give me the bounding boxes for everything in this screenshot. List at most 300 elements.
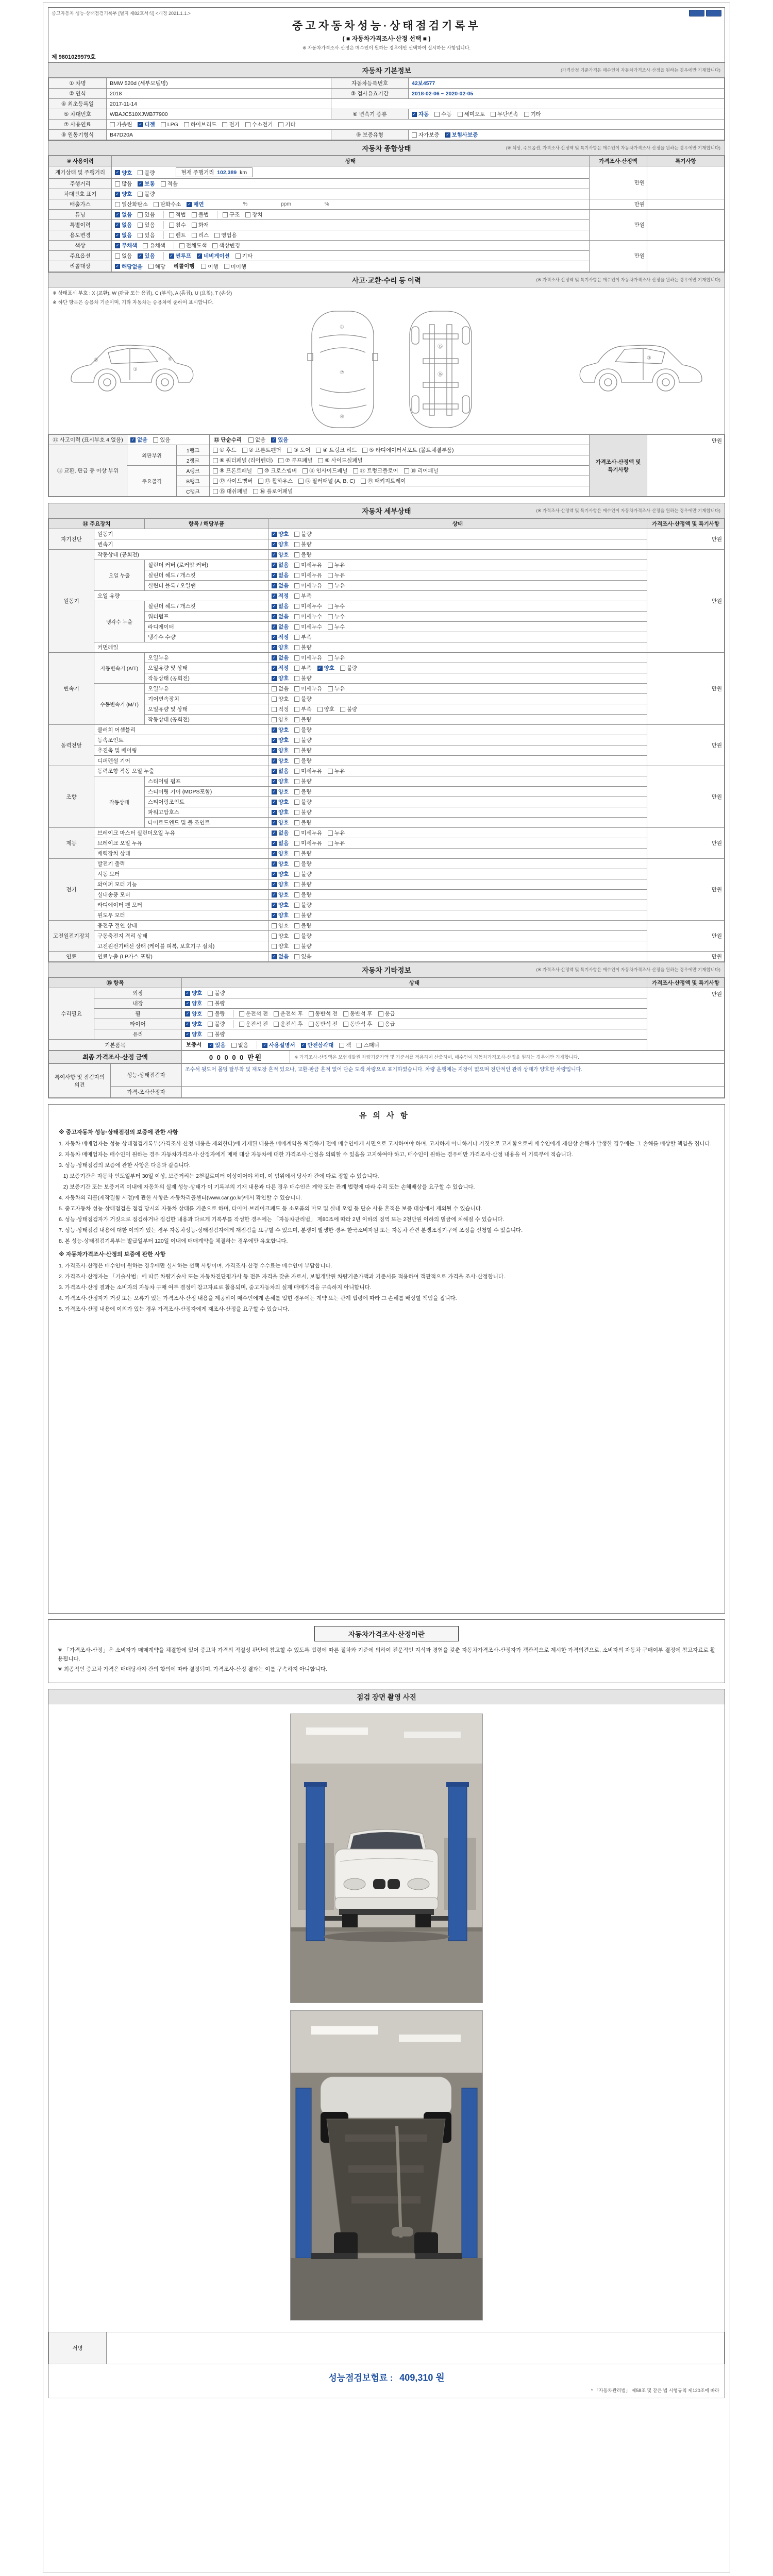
table-row <box>49 756 725 766</box>
checkbox-양호[interactable]: ✓ 양호 <box>272 819 289 826</box>
rank2-label: 2랭크 <box>177 455 210 466</box>
checkbox-운전석 후[interactable]: 운전석 후 <box>274 1010 303 1018</box>
checkbox-불량[interactable]: 불량 <box>208 999 225 1007</box>
checkbox-없음[interactable]: ✓ 없음 <box>272 829 289 837</box>
svg-text:⑥: ⑥ <box>168 356 173 362</box>
checkbox-불량[interactable]: 불량 <box>294 716 311 723</box>
manwon-label: 만원 <box>711 598 722 605</box>
checkbox-양호[interactable]: ✓ 양호 <box>185 989 202 997</box>
checkbox-⑪ 인사이드패널[interactable]: ⑪ 인사이드패널 <box>303 467 347 474</box>
checkbox-⑬ 휠하우스[interactable]: ⑬ 휠하우스 <box>258 477 293 485</box>
checkbox-응급[interactable]: 응급 <box>378 1010 395 1018</box>
checkbox-⑫ 사이드멤버[interactable]: ⑫ 사이드멤버 <box>213 477 253 485</box>
checkbox-있음[interactable]: ✓ 있음 <box>271 436 288 444</box>
checkbox-불량[interactable]: 불량 <box>294 891 311 899</box>
device-fuel: 연료 <box>49 952 94 962</box>
checkbox-영업용[interactable]: 영업용 <box>214 231 237 239</box>
checkbox-미세누유[interactable]: 미세누유 <box>294 829 322 837</box>
checkbox-불량[interactable]: 불량 <box>294 901 311 909</box>
checkbox-없음[interactable]: ✓ 없음 <box>115 231 132 239</box>
checkbox-미세누유[interactable]: 미세누유 <box>294 571 322 579</box>
checkbox-LPG[interactable]: LPG <box>161 122 178 128</box>
checkbox-양호[interactable]: ✓ 양호 <box>272 798 289 806</box>
final-price-table <box>48 1050 725 1063</box>
checkbox-양호[interactable]: ✓ 양호 <box>272 788 289 795</box>
checkbox-⑤ 라디에이터서포트 (볼트체결부품)[interactable]: ⑤ 라디에이터서포트 (볼트체결부품) <box>362 446 453 454</box>
checkbox-양호[interactable]: ✓ 양호 <box>185 999 202 1007</box>
checkbox-양호[interactable]: ✓ 양호 <box>272 880 289 888</box>
subgroup-oil-leak: 오일 누출 <box>94 560 145 591</box>
checkbox-양호[interactable]: ✓ 양호 <box>272 757 289 765</box>
item-label: 기어변속장치 <box>145 694 268 704</box>
table-row <box>49 199 725 210</box>
checkbox-불량[interactable]: 불량 <box>294 850 311 857</box>
table-row <box>49 539 725 550</box>
notice-head-2: ※ 자동차가격조사·산정의 보증에 관한 사항 <box>59 1251 166 1258</box>
checkbox-⑮ 대쉬패널[interactable]: ⑮ 대쉬패널 <box>213 487 247 495</box>
vin-mark-label: 차대번호 표기 <box>49 189 112 199</box>
checkbox-불량[interactable]: 불량 <box>294 911 311 919</box>
checkbox-미세누수[interactable]: 미세누수 <box>294 613 322 620</box>
checkbox-불법[interactable]: 불법 <box>192 211 209 218</box>
checkbox-없음[interactable]: ✓ 없음 <box>272 613 289 620</box>
checkbox-기타[interactable]: 기타 <box>524 110 541 118</box>
checkbox-동반석 전[interactable]: 동반석 전 <box>309 1020 338 1028</box>
checkbox-미세누유[interactable]: 미세누유 <box>294 767 322 775</box>
checkbox-없음[interactable]: 없음 <box>272 685 289 692</box>
item-label: 작동상태 (공회전) <box>145 673 268 684</box>
checkbox-썬루프[interactable]: ✓ 썬루프 <box>169 252 191 260</box>
tuning-kind-checks <box>217 211 268 218</box>
checkbox-불량[interactable]: 불량 <box>294 736 311 744</box>
checkbox-전체도색[interactable]: 전체도색 <box>179 242 207 249</box>
checkbox-불량[interactable]: 불량 <box>208 1030 225 1038</box>
car-name-value: BMW 520d (세부모델명) <box>107 78 331 89</box>
checkbox-양호[interactable]: ✓ 양호 <box>115 190 132 198</box>
checkbox-양호[interactable]: 양호 <box>272 932 289 940</box>
color-state <box>112 241 590 251</box>
checkbox-불량[interactable]: 불량 <box>294 922 311 929</box>
checkbox-누수[interactable]: 누수 <box>328 623 345 631</box>
checkbox-있음[interactable]: 있음 <box>138 221 155 229</box>
checkbox-적음[interactable]: 적음 <box>161 180 178 188</box>
checkbox-불량[interactable]: 불량 <box>294 551 311 558</box>
checkbox-누유[interactable]: 누유 <box>328 561 345 569</box>
item-checks <box>268 560 647 570</box>
odometer-unit: km <box>240 170 247 176</box>
checkbox-사용설명서[interactable]: ✓ 사용설명서 <box>262 1041 295 1049</box>
checkbox-있음[interactable]: 있음 <box>153 436 170 444</box>
checkbox-없음[interactable]: ✓ 없음 <box>272 839 289 847</box>
item-label: 파워고압호스 <box>145 807 268 818</box>
checkbox-네비게이션[interactable]: ✓ 네비게이션 <box>197 252 230 260</box>
checkbox-적정[interactable]: ✓ 적정 <box>272 664 289 672</box>
checkbox-없음[interactable]: ✓ 없음 <box>272 953 289 960</box>
checkbox-동반석 후[interactable]: 동반석 후 <box>343 1020 373 1028</box>
notice-item: 6. 성능·상태점검자가 거짓으로 점검하거나 점검한 내용과 다르게 기록부를 작성한 경우에는 「자동차관리법」 제80조에 따라 2년 이하의 징역 또는 2천만원 이하의 벌금에 처해질 수 있습니다. <box>59 1216 505 1223</box>
item-checks <box>268 745 647 756</box>
checkbox-이행[interactable]: 이행 <box>201 263 218 270</box>
checkbox-누수[interactable]: 누수 <box>328 613 345 620</box>
checkbox-누수[interactable]: 누수 <box>328 602 345 610</box>
checkbox-없음[interactable]: ✓ 없음 <box>272 623 289 631</box>
checkbox-양호[interactable]: ✓ 양호 <box>272 643 289 651</box>
checkbox-② 프론트펜더[interactable]: ② 프론트펜더 <box>242 446 281 454</box>
checkbox-불량[interactable]: 불량 <box>294 860 311 868</box>
checkbox-적정[interactable]: ✓ 적정 <box>272 592 289 600</box>
item-checks <box>268 879 647 890</box>
checkbox-양호[interactable]: ✓ 양호 <box>272 808 289 816</box>
usage-label: 용도변경 <box>49 230 112 241</box>
option-state <box>112 251 590 261</box>
checkbox-운전석 후[interactable]: 운전석 후 <box>274 1020 303 1028</box>
checkbox-양호[interactable]: ✓ 양호 <box>272 540 289 548</box>
checkbox-미세누수[interactable]: 미세누수 <box>294 623 322 631</box>
checkbox-부족[interactable]: 부족 <box>294 592 311 600</box>
item-label: 실린더 커버 (로커암 커버) <box>145 560 268 570</box>
checkbox-불량[interactable]: 불량 <box>138 190 155 198</box>
rankA-parts <box>210 466 590 476</box>
checkbox-수동[interactable]: 수동 <box>434 110 451 118</box>
checkbox-⑨ 프론트패널[interactable]: ⑨ 프론트패널 <box>213 467 252 474</box>
checkbox-⑲ 패키지트레이[interactable]: ⑲ 패키지트레이 <box>361 477 406 485</box>
rankB-label: B랭크 <box>177 476 210 486</box>
checkbox-적정[interactable]: ✓ 적정 <box>272 633 289 641</box>
checkbox-없음[interactable]: ✓ 없음 <box>115 211 132 218</box>
checkbox-누유[interactable]: 누유 <box>328 654 345 662</box>
checkbox-렌트[interactable]: 렌트 <box>169 231 186 239</box>
checkbox-⑦ 루프패널[interactable]: ⑦ 루프패널 <box>278 456 312 464</box>
special-state <box>112 220 590 230</box>
checkbox-없음[interactable]: ✓ 없음 <box>272 654 289 662</box>
checkbox-없음[interactable]: 없음 <box>115 252 132 260</box>
rankB-parts <box>210 476 590 486</box>
checkbox-기타[interactable]: 기타 <box>278 121 295 128</box>
checkbox-불량[interactable]: 불량 <box>294 808 311 816</box>
recall-state <box>112 261 590 272</box>
checkbox-⑩ 크로스멤버[interactable]: ⑩ 크로스멤버 <box>258 467 297 474</box>
checkbox-부족[interactable]: 부족 <box>294 705 311 713</box>
checkbox-불량[interactable]: 불량 <box>294 674 311 682</box>
checkbox-⑯ 플로어패널[interactable]: ⑯ 플로어패널 <box>253 487 293 495</box>
checkbox-무채색[interactable]: ✓ 무채색 <box>115 242 137 249</box>
checkbox-누유[interactable]: 누유 <box>328 571 345 579</box>
checkbox-양호[interactable]: ✓ 양호 <box>272 870 289 878</box>
checkbox-없음[interactable]: 없음 <box>248 436 265 444</box>
checkbox-불량[interactable]: 불량 <box>294 880 311 888</box>
checkbox-⑧ 사이드실패널[interactable]: ⑧ 사이드실패널 <box>318 456 362 464</box>
checkbox-양호[interactable]: ✓ 양호 <box>272 891 289 899</box>
document-number: 제 9801029979호 <box>52 54 96 60</box>
checkbox-색상변경[interactable]: 색상변경 <box>212 242 240 249</box>
checkbox-양호[interactable]: 양호 <box>272 942 289 950</box>
signature-table <box>48 2332 725 2364</box>
checkbox-양호[interactable]: ✓ 양호 <box>272 901 289 909</box>
table-header-row <box>49 978 725 988</box>
tuning-legal-checks <box>163 211 215 218</box>
checkbox-유채색[interactable]: 유채색 <box>143 242 165 249</box>
checkbox-불량[interactable]: 불량 <box>208 1020 225 1028</box>
emission-label: 배출가스 <box>49 199 112 210</box>
checkbox-양호[interactable]: ✓ 양호 <box>185 1010 202 1018</box>
appraiser-label: 가격·조사산정자 <box>111 1087 182 1098</box>
checkbox-불량[interactable]: 불량 <box>294 942 311 950</box>
checkbox-불량[interactable]: 불량 <box>294 643 311 651</box>
checkbox-양호[interactable]: 양호 <box>272 716 289 723</box>
checkbox-양호[interactable]: ✓ 양호 <box>272 736 289 744</box>
table-row <box>49 612 725 622</box>
checkbox-보험사보증[interactable]: ✓ 보험사보증 <box>445 131 478 139</box>
notice-item: 7. 성능·상태점검 내용에 대한 이의가 있는 경우 자동차성능·상태점검자에게 재점검을 요구할 수 있으며, 분쟁이 발생한 경우 한국소비자원 또는 자동차 관련 분쟁조정기구에 조정을 신청할 수 있습니다. <box>59 1227 523 1233</box>
table-row <box>49 818 725 828</box>
meter-state <box>112 166 590 179</box>
price-cell <box>647 766 725 828</box>
checkbox-적법[interactable]: 적법 <box>169 211 186 218</box>
checkbox-미이행[interactable]: 미이행 <box>224 263 246 270</box>
note-cell <box>647 210 725 241</box>
checkbox-불량[interactable]: 불량 <box>208 989 225 997</box>
checkbox-누유[interactable]: 누유 <box>328 582 345 589</box>
checkbox-양호[interactable]: 양호 <box>272 922 289 929</box>
item-label: 타이어 <box>94 1019 182 1029</box>
checkbox-양호[interactable]: ✓ 양호 <box>272 860 289 868</box>
checkbox-양호[interactable]: ✓ 양호 <box>272 850 289 857</box>
checkbox-양호[interactable]: ✓ 양호 <box>272 551 289 558</box>
notice-item: 2. 자동차 매매업자는 매수인이 원하는 경우 자동차가격조사·산정자에게 매매 대상 자동차에 대한 가격조사·산정을 의뢰할 수 있음을 고지하여야 하고, 매수인이 원하는 경우에만 가격조사·산정 내용을 이 기록부에 적습니다. <box>59 1151 573 1158</box>
checkbox-세미오토[interactable]: 세미오토 <box>458 110 485 118</box>
emission-state <box>112 199 590 210</box>
table-header-row <box>49 156 725 166</box>
checkbox-있음[interactable]: 있음 <box>294 953 311 960</box>
checkbox-누유[interactable]: 누유 <box>328 829 345 837</box>
checkbox-불량[interactable]: 불량 <box>294 819 311 826</box>
checkbox-불량[interactable]: 불량 <box>294 726 311 734</box>
checkbox-잭[interactable]: 잭 <box>339 1041 351 1049</box>
checkbox-양호[interactable]: ✓ 양호 <box>185 1030 202 1038</box>
checkbox-수소전기[interactable]: 수소전기 <box>245 121 273 128</box>
item-checks <box>268 539 647 550</box>
item-label: 실내송풍 모터 <box>94 890 268 900</box>
table-row <box>49 434 725 445</box>
item-checks <box>268 807 647 818</box>
table-row <box>49 859 725 869</box>
table-row <box>49 952 725 962</box>
checkbox-일산화탄소[interactable]: 일산화탄소 <box>115 200 148 208</box>
table-row <box>49 931 725 941</box>
item-label: 외장 <box>94 988 182 998</box>
table-row <box>49 1029 725 1040</box>
checkbox-불량[interactable]: 불량 <box>294 777 311 785</box>
price-cell <box>590 199 647 210</box>
checkbox-화재[interactable]: 화재 <box>192 221 209 229</box>
special-label: 특별이력 <box>49 220 112 230</box>
checkbox-기타[interactable]: 기타 <box>236 252 253 260</box>
summary-title: 자동차 종합상태 <box>362 145 411 152</box>
checkbox-없음[interactable]: ✓ 없음 <box>272 561 289 569</box>
item-label: 실린더 헤드 / 개스킷 <box>145 601 268 612</box>
detail-note: (※ 가격조사·산정액 및 특기사항은 매수인이 자동차가격조사·산정을 원하는 경우에만 기재합니다) <box>536 508 720 514</box>
usage-sub-checks <box>163 231 243 239</box>
checkbox-미세누유[interactable]: 미세누유 <box>294 561 322 569</box>
title-block <box>48 18 725 51</box>
checkbox-양호[interactable]: 양호 <box>272 695 289 703</box>
checkbox-탄화수소[interactable]: 탄화수소 <box>154 200 181 208</box>
checkbox-누유[interactable]: 누유 <box>328 685 345 692</box>
checkbox-미세누유[interactable]: 미세누유 <box>294 654 322 662</box>
checkbox-미세누유[interactable]: 미세누유 <box>294 685 322 692</box>
checkbox-미세누유[interactable]: 미세누유 <box>294 839 322 847</box>
checkbox-없음[interactable]: ✓ 없음 <box>272 767 289 775</box>
checkbox-미세누유[interactable]: 미세누유 <box>294 582 322 589</box>
checkbox-구조[interactable]: 구조 <box>223 211 240 218</box>
table-row <box>49 78 725 89</box>
table-row <box>49 642 725 653</box>
photos-bar <box>48 1689 725 1704</box>
basic-info-bar <box>48 62 725 78</box>
checkbox-⑥ 쿼터패널 (리어펜더)[interactable]: ⑥ 쿼터패널 (리어펜더) <box>213 456 273 464</box>
checkbox-매연[interactable]: ✓ 매연 <box>187 200 204 208</box>
checkbox-보통[interactable]: ✓ 보통 <box>138 180 155 188</box>
checkbox-누유[interactable]: 누유 <box>328 839 345 847</box>
checkbox-불량[interactable]: 불량 <box>138 169 155 177</box>
checkbox-⑱ 리어패널[interactable]: ⑱ 리어패널 <box>404 467 439 474</box>
table-row <box>49 1087 725 1098</box>
checkbox-양호[interactable]: ✓ 양호 <box>272 911 289 919</box>
item-checks <box>268 890 647 900</box>
checkbox-불량[interactable]: 불량 <box>294 788 311 795</box>
manwon-label: 만원 <box>634 222 645 228</box>
checkbox-양호[interactable]: ✓ 양호 <box>272 530 289 538</box>
checkbox-있음[interactable]: ✓ 있음 <box>208 1041 225 1049</box>
checkbox-응급[interactable]: 응급 <box>378 1020 395 1028</box>
checkbox-하이브리드[interactable]: 하이브리드 <box>184 121 217 128</box>
checkbox-부족[interactable]: 부족 <box>294 664 311 672</box>
checkbox-불량[interactable]: 불량 <box>294 530 311 538</box>
subgroup-at: 자동변속기 (A/T) <box>94 653 145 684</box>
item-label: 원동기 <box>94 529 268 539</box>
checkbox-있음[interactable]: 있음 <box>138 211 155 218</box>
inspection-photo-underbody <box>290 2010 483 2320</box>
checkbox-장치[interactable]: 장치 <box>245 211 262 218</box>
checkbox-불량[interactable]: 불량 <box>340 664 357 672</box>
inspection-label: ③ 검사유효기간 <box>331 89 409 99</box>
checkbox-없음[interactable]: ✓ 없음 <box>115 221 132 229</box>
checkbox-없음[interactable]: ✓ 없음 <box>272 602 289 610</box>
checkbox-누유[interactable]: 누유 <box>328 767 345 775</box>
svg-text:①: ① <box>340 324 344 330</box>
table-row <box>49 120 725 130</box>
checkbox-미세누수[interactable]: 미세누수 <box>294 602 322 610</box>
checkbox-① 후드[interactable]: ① 후드 <box>213 446 237 454</box>
checkbox-안전삼각대[interactable]: ✓ 안전삼각대 <box>301 1041 334 1049</box>
checkbox-불량[interactable]: 불량 <box>294 695 311 703</box>
color-sub-checks <box>174 242 246 249</box>
price-cell <box>590 210 647 241</box>
reg-no-value: 42보4577 <box>409 78 725 89</box>
checkbox-양호[interactable]: ✓ 양호 <box>272 747 289 754</box>
checkbox-양호[interactable]: ✓ 양호 <box>272 674 289 682</box>
checkbox-불량[interactable]: 불량 <box>294 870 311 878</box>
checkbox-없음[interactable]: ✓ 없음 <box>272 571 289 579</box>
checkbox-디젤[interactable]: ✓ 디젤 <box>138 121 155 128</box>
photo-front-on-lift <box>291 1714 482 2003</box>
manwon-label: 만원 <box>711 437 722 444</box>
checkbox-동반석 후[interactable]: 동반석 후 <box>343 1010 373 1018</box>
checkbox-양호[interactable]: ✓ 양호 <box>317 664 334 672</box>
checkbox-있음[interactable]: 있음 <box>138 231 155 239</box>
checkbox-④ 트렁크 리드[interactable]: ④ 트렁크 리드 <box>316 446 357 454</box>
item-checks <box>268 529 647 539</box>
checkbox-불량[interactable]: 불량 <box>340 705 357 713</box>
checkbox-많음[interactable]: 많음 <box>115 180 132 188</box>
checkbox-전기[interactable]: 전기 <box>222 121 239 128</box>
checkbox-무단변속[interactable]: 무단변속 <box>491 110 518 118</box>
pricedef-title: 자동차가격조사·산정이란 <box>314 1626 459 1641</box>
checkbox-있음[interactable]: ✓ 있음 <box>138 252 155 260</box>
checkbox-부족[interactable]: 부족 <box>294 633 311 641</box>
warranty-label: ⑨ 보증유형 <box>331 130 409 140</box>
checkbox-스패너[interactable]: 스패너 <box>357 1041 379 1049</box>
subgroup-steering-work: 작동상태 <box>94 776 145 828</box>
checkbox-없음[interactable]: 없음 <box>231 1041 248 1049</box>
checkbox-불량[interactable]: 불량 <box>294 798 311 806</box>
checkbox-양호[interactable]: ✓ 양호 <box>272 777 289 785</box>
checkbox-불량[interactable]: 불량 <box>294 757 311 765</box>
notice-item: 3. 성능·상태점검의 보증에 관한 사항은 다음과 같습니다. <box>59 1162 191 1168</box>
checkbox-양호[interactable]: ✓ 양호 <box>115 169 132 177</box>
checkbox-없음[interactable]: ✓ 없음 <box>130 436 147 444</box>
emission-checks <box>115 201 210 207</box>
simple-repair-cell <box>210 434 590 445</box>
checkbox-리스[interactable]: 리스 <box>192 231 209 239</box>
checkbox-가솔린[interactable]: 가솔린 <box>110 121 132 128</box>
checkbox-운전석 전[interactable]: 운전석 전 <box>239 1020 268 1028</box>
inspection-value: 2018-02-06 ~ 2020-02-05 <box>409 89 725 99</box>
checkbox-양호[interactable]: ✓ 양호 <box>185 1020 202 1028</box>
final-amount-unit: 만원 <box>247 1054 263 1062</box>
odometer-box <box>176 167 253 177</box>
checkbox-불량[interactable]: 불량 <box>294 540 311 548</box>
checkbox-운전석 전[interactable]: 운전석 전 <box>239 1010 268 1018</box>
checkbox-자동[interactable]: ✓ 자동 <box>412 110 429 118</box>
checkbox-⑭ 필러패널 (A, B, C)[interactable]: ⑭ 필러패널 (A, B, C) <box>298 477 355 485</box>
device-highvolt: 고전원전기장치 <box>49 921 94 952</box>
checkbox-해당[interactable]: 해당 <box>148 263 165 270</box>
other-title: 자동차 기타정보 <box>362 967 411 975</box>
checkbox-해당없음[interactable]: ✓ 해당없음 <box>115 263 143 270</box>
basic-info-table <box>48 78 725 140</box>
checkbox-자가보증[interactable]: 자가보증 <box>412 131 440 139</box>
rank1-label: 1랭크 <box>177 445 210 455</box>
item-label: 브레이크 마스터 실린더오일 누유 <box>94 828 268 838</box>
table-row <box>49 725 725 735</box>
checkbox-없음[interactable]: ✓ 없음 <box>272 582 289 589</box>
checkbox-침수[interactable]: 침수 <box>169 221 186 229</box>
vin-value: WBAJC510XJWB77900 <box>107 109 331 120</box>
checkbox-불량[interactable]: 불량 <box>294 747 311 754</box>
checkbox-⑰ 트렁크플로어[interactable]: ⑰ 트렁크플로어 <box>353 467 398 474</box>
manwon-label: 만원 <box>711 794 722 801</box>
checkbox-양호[interactable]: ✓ 양호 <box>272 726 289 734</box>
checkbox-불량[interactable]: 불량 <box>208 1010 225 1018</box>
checkbox-③ 도어[interactable]: ③ 도어 <box>287 446 311 454</box>
price-cell <box>647 921 725 952</box>
checkbox-동반석 전[interactable]: 동반석 전 <box>309 1010 338 1018</box>
photo-underbody-on-lift <box>291 2011 482 2320</box>
checkbox-불량[interactable]: 불량 <box>294 932 311 940</box>
checkbox-양호[interactable]: 양호 <box>317 705 334 713</box>
checkbox-적정[interactable]: 적정 <box>272 705 289 713</box>
